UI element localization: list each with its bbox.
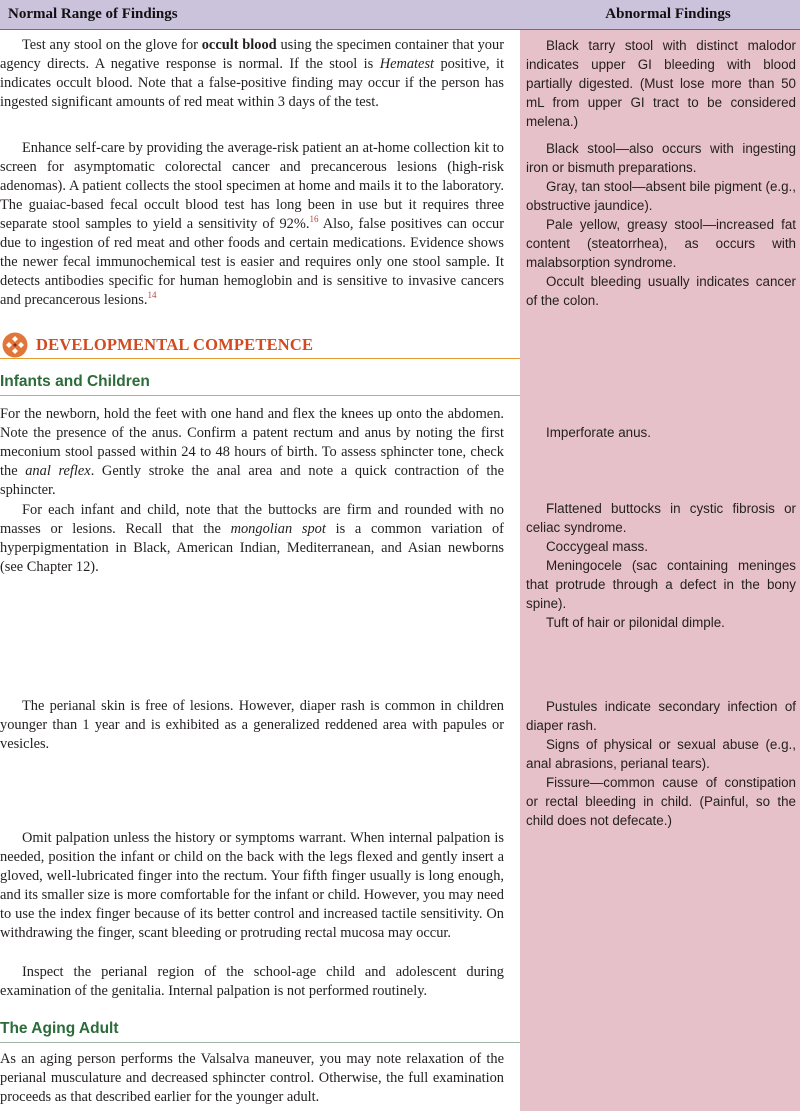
- emphasis-text: occult blood: [201, 37, 277, 53]
- abnormal-findings-header: [520, 0, 800, 30]
- section-heading-bar: [0, 331, 520, 359]
- occult-blood-paragraph: [0, 36, 504, 112]
- italic-term: anal reflex: [25, 463, 91, 479]
- abnormal-findings-header-label: Abnormal Findings: [605, 6, 731, 22]
- italic-term: mongolian spot: [230, 521, 326, 537]
- subheading-rule: [0, 1042, 520, 1043]
- abnormal-flattened-buttocks: Flattened buttocks in cystic fibrosis or celiac syndrome.: [526, 501, 796, 535]
- text-run: Also, false positives can occur due to ingestion of red meat and other foods and certain medications. Evidence shows the newer fecal immunochemical test is easier and requires only one stool sample. It detects antibodies specific for human hemoglobin and is sensitive to invasive cancers and precancerous lesions.: [0, 216, 504, 308]
- subheading-infants-children: Infants and Children: [0, 373, 150, 390]
- newborn-paragraph: [0, 405, 504, 500]
- text-run: Enhance self-care by providing the average-risk patient an at-home collection kit to screen for asymptomatic colorectal cancer and precancerous lesions (high-risk adenomas). A patient collects the stool specimen at home and mails it to the laboratory. The guaiac-based fecal occult blood test has long been in use but it requires three separate stool samples to yield a sensitivity of 92%.: [0, 140, 504, 232]
- abnormal-imperforate-anus: Imperforate anus.: [546, 425, 651, 440]
- palpation-paragraph: Omit palpation unless the history or symptoms warrant. When internal palpation is needed, position the infant or child on the back with the legs flexed and gently insert a gloved, well-lubricated finger into the rectum. Your fifth finger usually is long enough, and its smaller size is more comfortable for the infant or child. However, you may need to use the index finger because of its better control and increased tactile sensitivity. On withdrawing the finger, scant bleeding or protruding rectal mucosa may occur.: [0, 830, 504, 941]
- text-run: is a common variation of hyperpigmentation in Black, American Indian, Mediterranean, and Asian newborns (see Chapter 12).: [0, 521, 504, 575]
- buttocks-paragraph: [0, 501, 504, 577]
- subheading-rule: [0, 395, 520, 396]
- abnormal-pale-stool: Pale yellow, greasy stool—increased fat content (steatorrhea), as occurs with malabsorption syndrome.: [526, 217, 796, 270]
- text-run: . Gently stroke the anal area and note a quick contraction of the sphincter.: [0, 463, 505, 498]
- reference-marker: 14: [147, 290, 157, 301]
- text-run: Test any stool on the glove for: [22, 37, 202, 53]
- normal-findings-header: [0, 0, 520, 30]
- text-run: For each infant and child, note that the buttocks are firm and rounded with no masses or lesions. Recall that the: [0, 502, 504, 537]
- abnormal-pustules: Pustules indicate secondary infection of diaper rash.: [526, 699, 796, 733]
- abnormal-meningocele: Meningocele (sac containing meninges that protrude through a defect in the bony spine).: [526, 558, 796, 611]
- normal-findings-header-label: Normal Range of Findings: [8, 6, 178, 22]
- text-run: using the specimen container that your agency directs. A negative response is normal. If the stool is: [0, 37, 504, 72]
- text-run: For the newborn, hold the feet with one hand and flex the knees up onto the abdomen. Note the presence of the anus. Confirm a patent rectum and anus by noting the first meconium stool passed within 24 to 48 hours of birth. To assess sphincter tone, check the: [0, 406, 504, 479]
- abnormal-abuse-signs: Signs of physical or sexual abuse (e.g., anal abrasions, perianal tears).: [526, 737, 796, 771]
- abnormal-fissure: Fissure—common cause of constipation or rectal bleeding in child. (Painful, so the child does not defecate.): [526, 775, 796, 828]
- self-care-paragraph: [0, 139, 504, 310]
- abnormal-coccygeal-mass: Coccygeal mass.: [546, 539, 648, 554]
- abnormal-gray-stool: Gray, tan stool—absent bile pigment (e.g., obstructive jaundice).: [526, 179, 796, 213]
- abnormal-tuft-of-hair: Tuft of hair or pilonidal dimple.: [546, 615, 725, 630]
- school-age-paragraph: Inspect the perianal region of the school-age child and adolescent during examination of the genitalia. Internal palpation is not performed routinely.: [0, 964, 504, 999]
- italic-term: Hematest: [379, 56, 435, 72]
- reference-marker: 16: [309, 214, 319, 225]
- abnormal-black-stool: Black stool—also occurs with ingesting iron or bismuth preparations.: [526, 141, 796, 175]
- perianal-skin-paragraph: The perianal skin is free of lesions. However, diaper rash is common in children younger than 1 year and is exhibited as a generalized reddened area with papules or vesicles.: [0, 698, 504, 752]
- subheading-aging-adult: The Aging Adult: [0, 1020, 119, 1037]
- abnormal-occult-bleeding: Occult bleeding usually indicates cancer of the colon.: [526, 274, 796, 308]
- text-run: positive, it indicates occult blood. Note that a false-positive finding may occur if the person has ingested significant amounts of red meat within 3 days of the test.: [0, 56, 505, 110]
- section-title: DEVELOPMENTAL COMPETENCE: [36, 335, 314, 354]
- abnormal-melena: Black tarry stool with distinct malodor indicates upper GI bleeding with blood partially digested. (Must lose more than 50 mL from upper GI tract to be considered melena.): [526, 38, 796, 129]
- aging-adult-paragraph: As an aging person performs the Valsalva maneuver, you may note relaxation of the perianal musculature and decreased sphincter control. Otherwise, the full examination proceeds as that described earlier for the younger adult.: [0, 1051, 504, 1105]
- diamond-cluster-icon: [2, 332, 28, 358]
